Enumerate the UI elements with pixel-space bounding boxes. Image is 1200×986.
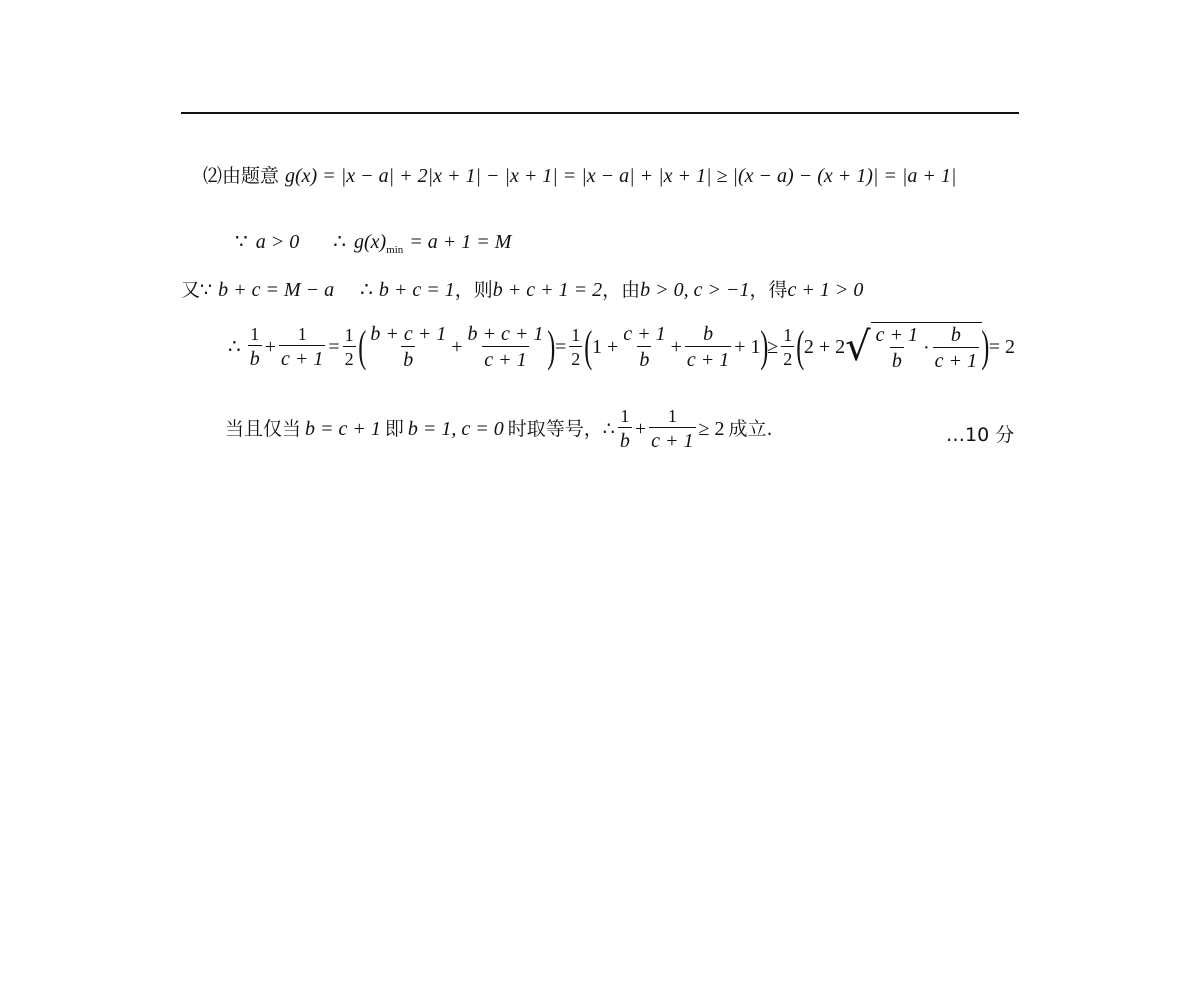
line3-text1: ，则: [454, 278, 493, 301]
line-2: [235, 231, 512, 256]
two-plus-two: 2 + 2: [803, 335, 846, 358]
fraction-bc1-over-c1: $\frac{b + c + 1}{c + 1}$: [467, 322, 544, 371]
equals: =: [328, 335, 340, 358]
fraction-1-over-c1: $\frac{1}{c + 1}$: [651, 406, 694, 452]
line3-text2: ，由: [602, 278, 641, 301]
line5-text4: 成立.: [728, 417, 773, 440]
line5-expr1: b = c + 1: [305, 418, 381, 440]
line3-expr1: b + c = M − a: [218, 279, 335, 301]
line3-expr3: b + c + 1 = 2: [492, 279, 603, 301]
line2-min: min: [386, 243, 404, 256]
greater-equal: ≥: [767, 335, 779, 358]
line5-text2: 即: [384, 417, 404, 440]
fraction-1-over-b: $\frac{1}{b}$: [619, 406, 630, 452]
paren-close: ): [981, 321, 990, 371]
line2-g: g(x): [353, 231, 387, 253]
line4-therefore: ∴: [228, 335, 241, 358]
line1-expression: g(x) = |x − a| + 2|x + 1| − |x + 1| = |x − a| + |x + 1| ≥ |(x − a) − (x + 1)| = |a + 1|: [285, 165, 957, 187]
plus-one: + 1: [734, 335, 761, 358]
line3-expr4: b > 0, c > −1: [640, 279, 750, 301]
fraction-bc1-over-b: $\frac{b + c + 1}{b}$: [370, 322, 447, 371]
plus: +: [670, 335, 682, 358]
fraction-c1-over-b: $\frac{c + 1}{b}$: [623, 322, 666, 371]
therefore-symbol: ∴: [333, 231, 346, 253]
line3-expr5: c + 1 > 0: [787, 279, 864, 301]
plus: +: [264, 335, 277, 358]
fraction-b-over-c1: $\frac{b}{c + 1}$: [686, 322, 730, 371]
line2-condition: a > 0: [255, 231, 300, 253]
paren-close: ): [547, 321, 556, 371]
line1-prefix: ⑵由题意: [203, 164, 280, 187]
paren-open: (: [357, 321, 367, 371]
paren-open: (: [796, 321, 805, 371]
fraction-half-1: $\frac{1}{2}$: [344, 324, 354, 369]
line3-therefore: ∴: [360, 279, 373, 301]
line5-text3: 时取等号，∴: [507, 417, 615, 440]
because-symbol: ∵: [235, 231, 248, 253]
line3-expr2: b + c = 1: [378, 279, 455, 301]
line5-text1: 当且仅当: [225, 417, 302, 440]
fraction-half-3: $\frac{1}{2}$: [783, 324, 793, 369]
plus: +: [634, 418, 647, 440]
line5-expr2: b = 1, c = 0: [407, 418, 504, 440]
line2-result: = a + 1 = M: [409, 231, 512, 253]
line-3: [181, 280, 863, 300]
line-1: [203, 166, 956, 186]
line-4: [228, 322, 1015, 371]
fraction-1-over-c1: $\frac{1}{c + 1}$: [281, 323, 324, 370]
greater-equal-two: ≥ 2: [698, 418, 725, 440]
paren-close: ): [759, 321, 768, 371]
line-5: [225, 407, 773, 451]
equals: =: [555, 335, 567, 358]
fraction-1-over-b: $\frac{1}{b}$: [249, 323, 260, 370]
header-rule: [181, 112, 1019, 114]
plus: +: [451, 335, 463, 358]
fraction-half-2: $\frac{1}{2}$: [571, 324, 581, 369]
line3-lead: 又∵: [181, 278, 213, 301]
paren-open: (: [584, 321, 593, 371]
equals-two: = 2: [988, 335, 1015, 358]
square-root: √ $\frac{c + 1}{b}$ · $\frac{b}{c + 1}$: [845, 322, 982, 371]
line3-text3: ，得: [749, 278, 788, 301]
score-label: …10 分: [946, 424, 1015, 446]
one-plus: 1 +: [591, 335, 619, 358]
